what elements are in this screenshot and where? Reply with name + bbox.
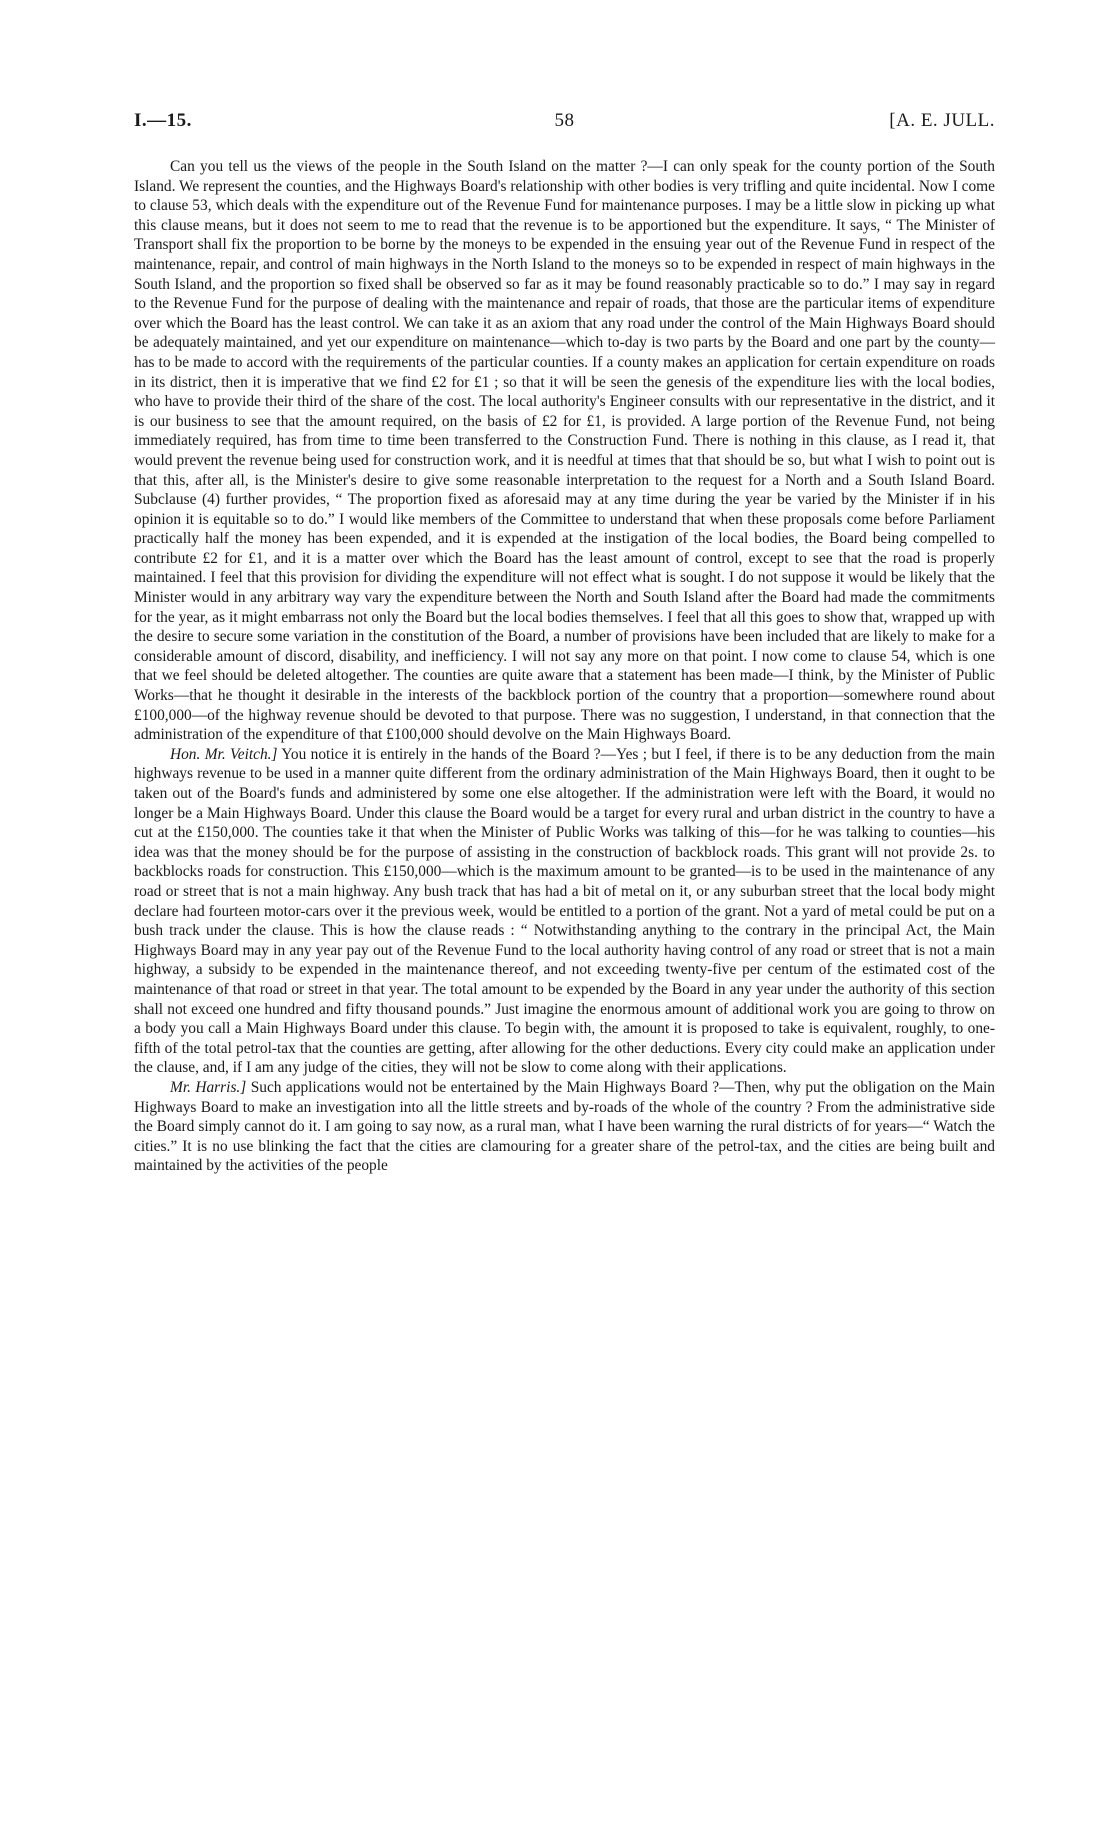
running-header bbox=[134, 110, 995, 134]
evidence-body bbox=[134, 157, 995, 1176]
witness-name: [A. E. JULL. bbox=[889, 110, 995, 131]
speaker-label: Mr. Harris.] bbox=[170, 1078, 247, 1096]
paragraph-text: You notice it is entirely in the hands of the Board ?—Yes ; but I feel, if there is to be any deduction from the main highways revenue to be used in a manner quite different from the ordinary administration of the Main Highways Board, then it ought to be taken out of the Board's funds and administered by some one else altogether. If the administration were left with the Board, it would no longer be a Main Highways Board. Under this clause the Board would be a target for every rural and urban district in the country to have a cut at the £150,000. The counties take it that when the Minister of Public Works was talking of this—for he was talking to counties—his idea was that the money should be for the purpose of assisting in the construction of backblock roads. This grant will not provide 2s. to backblocks roads for construction. This £150,000—which is the maximum amount to be granted—is to be used in the maintenance of any road or street that is not a main highway. Any bush track that has had a bit of metal on it, or any suburban street that the local body might declare had fourteen motor-cars over it the previous week, would be entitled to a portion of the grant. Not a yard of metal could be put on a bush track under the clause. This is how the clause reads : “ Notwithstanding anything to the contrary in the principal Act, the Main Highways Board may in any year pay out of the Revenue Fund to the local authority having control of any road or street that is not a main highway, a subsidy to be expended in the maintenance thereof, and not exceeding twenty-five per centum of the estimated cost of the maintenance of that road or street in that year. The total amount to be expended by the Board in any year under the authority of this section shall not exceed one hundred and fifty thousand pounds.” Just imagine the enormous amount of additional work you are going to throw on a body you call a Main Highways Board under this clause. To begin with, the amount it is proposed to take is equivalent, roughly, to one-fifth of the total petrol-tax that the counties are getting, after allowing for the other deductions. Every city could make an application under the clause, and, if I am any judge of the cities, they will not be slow to come along with their applications. bbox=[134, 745, 995, 1077]
page-number: 58 bbox=[554, 110, 575, 131]
paragraph bbox=[134, 157, 995, 745]
paragraph-text: Can you tell us the views of the people in the South Island on the matter ?—I can only speak for the county portion of the South Island. We represent the counties, and the Highways Board's relationship with other bodies is very trifling and quite incidental. Now I come to clause 53, which deals with the expenditure out of the Revenue Fund for maintenance purposes. I may be a little slow in picking up what this clause means, but it does not seem to me to read that the revenue is to be apportioned but the expenditure. It says, “ The Minister of Transport shall fix the proportion to be borne by the moneys to be expended in the ensuing year out of the Revenue Fund in respect of the maintenance, repair, and control of main highways in the North Island to the moneys so to be expended in respect of main highways in the South Island, and the proportion so fixed shall be observed so far as it may be found reasonably practicable so to do.” I may say in regard to the Revenue Fund for the purpose of dealing with the maintenance and repair of roads, that those are the particular items of expenditure over which the Board has the least control. We can take it as an axiom that any road under the control of the Main Highways Board should be adequately maintained, and yet our expenditure on maintenance—which to-day is two parts by the Board and one part by the county—has to be made to accord with the requirements of the particular counties. If a county makes an application for certain expenditure on roads in its district, then it is imperative that we find £2 for £1 ; so that it will be seen the genesis of the expenditure lies with the local bodies, who have to provide their third of the share of the cost. The local authority's Engineer consults with our representative in the district, and it is our business to see that the amount required, on the basis of £2 for £1, is provided. A large portion of the Revenue Fund, not being immediately required, has from time to time been transferred to the Construction Fund. There is nothing in this clause, as I read it, that would prevent the revenue being used for construction work, and it is needful at times that that should be so, but what I wish to point out is that this, after all, is the Minister's desire to give some reasonable interpretation to the request for a North and a South Island Board. Subclause (4) further provides, “ The proportion fixed as aforesaid may at any time during the year be varied by the Minister if in his opinion it is equitable so to do.” I would like members of the Committee to understand that when these proposals come before Parliament practically half the money has been expended, and it is expended at the instigation of the local bodies, the Board being compelled to contribute £2 for £1, and it is a matter over which the Board has the least amount of control, except to see that the road is properly maintained. I feel that this provision for dividing the expenditure will not effect what is sought. I do not suppose it would be likely that the Minister would in any arbitrary way vary the expenditure between the North and South Island after the Board had made the commitments for the year, as it might embarrass not only the Board but the local bodies themselves. I feel that all this goes to show that, wrapped up with the desire to secure some variation in the constitution of the Board, a number of provisions have been included that are likely to make for a considerable amount of discord, disability, and inefficiency. I will not say any more on that point. I now come to clause 54, which is one that we feel should be deleted altogether. The counties are quite aware that a statement has been made—I think, by the Minister of Public Works—that he thought it desirable in the interests of the backblock portion of the country that a proportion—somewhere round about £100,000—of the highway revenue should be devoted to that purpose. There was no suggestion, I understand, in that connection that the administration of the expenditure of that £100,000 should devolve on the Main Highways Board. bbox=[134, 158, 995, 744]
speaker-label: Hon. Mr. Veitch.] bbox=[170, 745, 278, 763]
paragraph-text: Such applications would not be entertained by the Main Highways Board ?—Then, why put the obligation on the Main Highways Board to make an investigation into all the little streets and by-roads of the whole of the country ? From the administrative side the Board simply cannot do it. I am going to say now, as a rural man, what I have been warning the rural districts of for years—“ Watch the cities.” It is no use blinking the fact that the cities are clamouring for a greater share of the petrol-tax, and the cities are being built and maintained by the activities of the people bbox=[134, 1078, 996, 1175]
paragraph bbox=[134, 745, 995, 1078]
paper-reference: I.—15. bbox=[134, 110, 192, 131]
paragraph bbox=[134, 1078, 995, 1176]
